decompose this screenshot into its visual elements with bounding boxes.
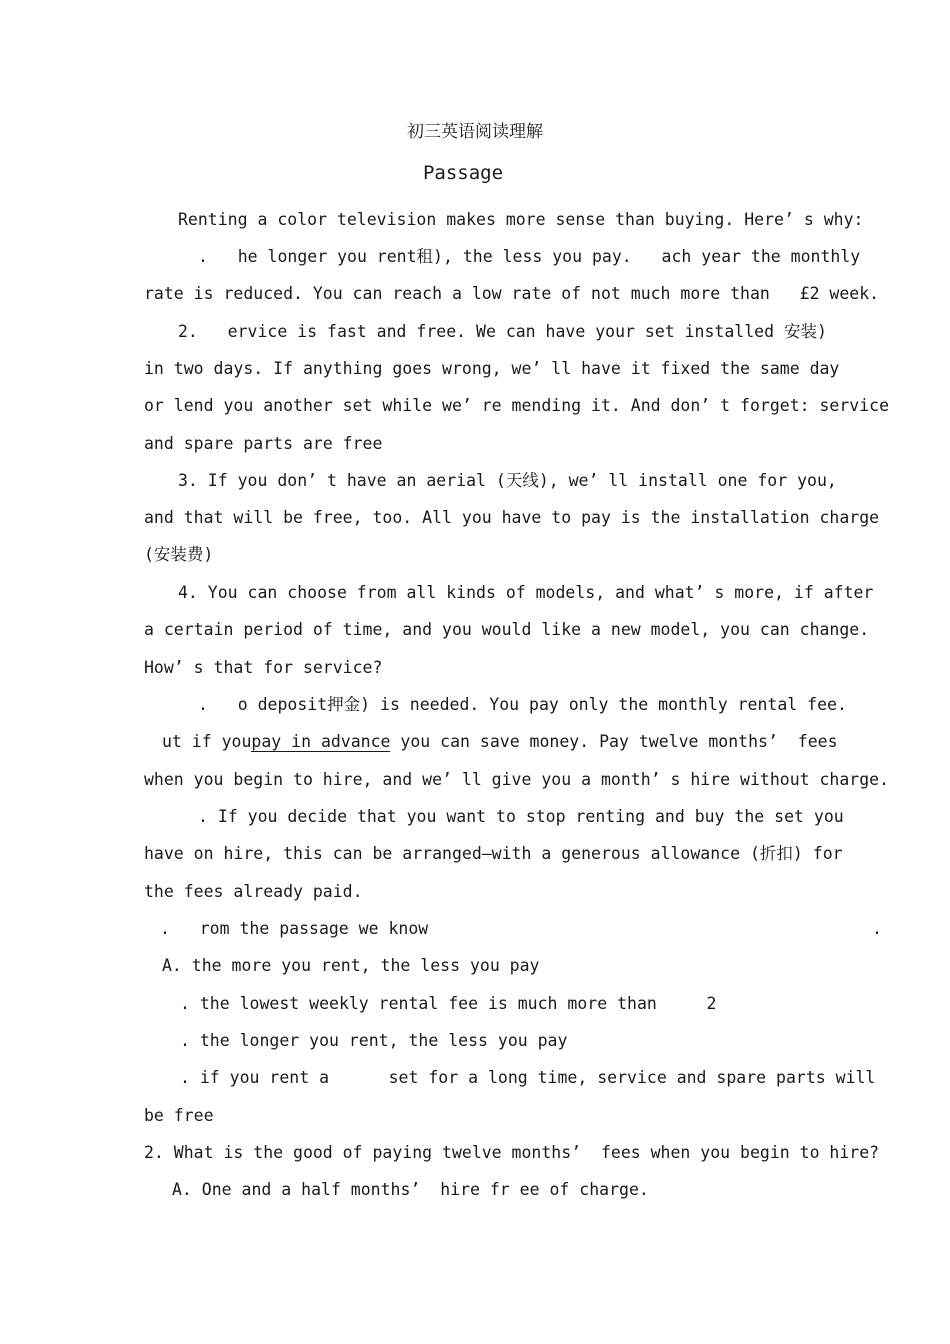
- option-line: A. One and a half months’ hire fr ee of charge.: [172, 1180, 649, 1199]
- question-blank-dot: .: [872, 919, 882, 938]
- option-line: . the lowest weekly rental fee is much more than 2: [180, 994, 717, 1013]
- text-line: rate is reduced. You can reach a low rate of not much more than £2 week.: [144, 284, 880, 303]
- text-line: . o deposit押金) is needed. You pay only the monthly rental fee.: [198, 695, 847, 714]
- text-line: when you begin to hire, and we’ ll give you a month’ s hire without charge.: [144, 770, 890, 789]
- text-line: 3. If you don’ t have an aerial (天线), we’ ll install one for you,: [178, 471, 837, 490]
- text-line: [162, 732, 838, 752]
- question-line: . rom the passage we know: [160, 919, 429, 938]
- text-line: have on hire, this can be arranged—with a generous allowance (折扣) for: [144, 844, 843, 863]
- text-line: How’ s that for service?: [144, 658, 383, 677]
- text-line: . If you decide that you want to stop renting and buy the set you: [198, 807, 844, 826]
- text-line: Renting a color television makes more sense than buying. Here’ s why:: [178, 210, 864, 229]
- text-line: 2. ervice is fast and free. We can have your set installed 安装): [178, 322, 827, 341]
- text-line: 4. You can choose from all kinds of models, and what’ s more, if after: [178, 583, 874, 602]
- option-line: be free: [144, 1106, 214, 1125]
- text-line: and that will be free, too. All you have to pay is the installation charge: [144, 508, 880, 527]
- option-line: A. the more you rent, the less you pay: [162, 956, 540, 975]
- text-line: the fees already paid.: [144, 882, 363, 901]
- text-segment: you can save money. Pay twelve months’ fees: [390, 732, 838, 751]
- text-line: (安装费): [144, 545, 214, 564]
- text-line: a certain period of time, and you would like a new model, you can change.: [144, 620, 870, 639]
- text-line: . he longer you rent租), the less you pay. ach year the monthly: [198, 247, 861, 266]
- question-line: 2. What is the good of paying twelve months’ fees when you begin to hire?: [144, 1143, 880, 1162]
- text-line: and spare parts are free: [144, 434, 383, 453]
- underlined-phrase: pay in advance: [251, 732, 391, 751]
- option-line: . if you rent a set for a long time, service and spare parts will: [180, 1068, 876, 1087]
- page-title: 初三英语阅读理解: [407, 122, 543, 142]
- passage-heading: Passage: [422, 162, 504, 184]
- text-segment: ut if you: [162, 732, 252, 751]
- text-line: in two days. If anything goes wrong, we’ ll have it fixed the same day: [144, 359, 840, 378]
- text-line: or lend you another set while we’ re mending it. And don’ t forget: service: [144, 396, 890, 415]
- option-line: . the longer you rent, the less you pay: [180, 1031, 568, 1050]
